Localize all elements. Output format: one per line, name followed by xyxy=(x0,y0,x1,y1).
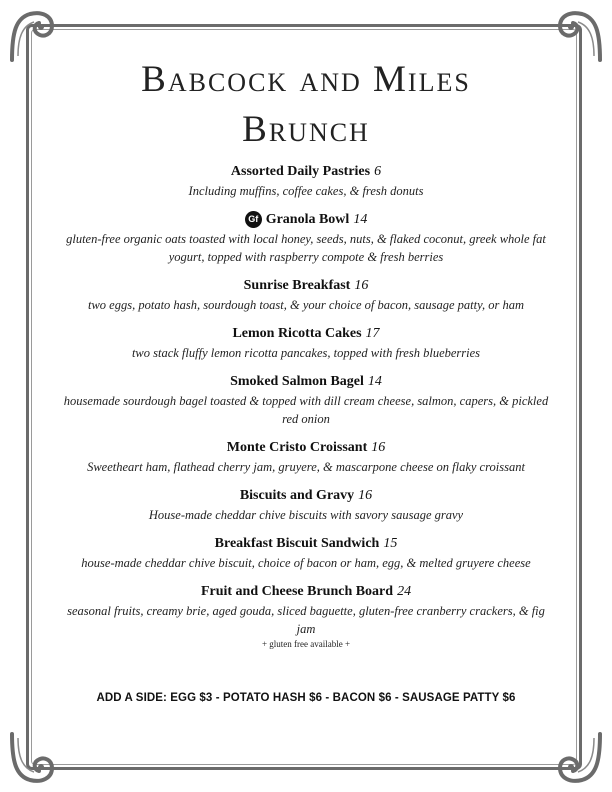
gluten-free-icon: Gf xyxy=(245,211,262,228)
item-name: Smoked Salmon Bagel xyxy=(230,374,364,389)
item-name: Lemon Ricotta Cakes xyxy=(232,326,362,341)
item-name: Sunrise Breakfast xyxy=(243,278,351,293)
menu-item xyxy=(60,210,552,266)
item-description: House-made cheddar chive biscuits with savory sausage gravy xyxy=(148,508,464,522)
ornament-corner-icon xyxy=(8,730,64,786)
item-description: seasonal fruits, creamy brie, aged gouda, sliced baguette, gluten-free cranberry crackers, & fig jam xyxy=(67,604,545,636)
item-heading xyxy=(60,372,552,392)
item-heading xyxy=(60,276,552,296)
item-name: Granola Bowl xyxy=(265,212,350,227)
item-description: two stack fluffy lemon ricotta pancakes, topped with fresh blueberries xyxy=(131,346,481,360)
item-description: Including muffins, coffee cakes, & fresh donuts xyxy=(188,184,424,198)
menu-item xyxy=(60,276,552,314)
item-heading xyxy=(60,210,552,230)
item-description: house-made cheddar chive biscuit, choice of bacon or ham, egg, & melted gruyere cheese xyxy=(81,556,531,570)
item-heading xyxy=(60,534,552,554)
menu-subtitle: Brunch xyxy=(242,109,370,150)
item-heading xyxy=(60,438,552,458)
item-price: 24 xyxy=(397,584,412,599)
ornament-corner-icon xyxy=(8,8,64,64)
menu-item xyxy=(60,486,552,524)
item-price: 16 xyxy=(358,488,373,503)
item-price: 15 xyxy=(383,536,398,551)
item-price: 6 xyxy=(374,164,382,179)
ornament-corner-icon xyxy=(548,730,604,786)
item-price: 17 xyxy=(365,326,380,341)
item-description: two eggs, potato hash, sourdough toast, & your choice of bacon, sausage patty, or ham xyxy=(88,298,524,312)
item-description: housemade sourdough bagel toasted & topped with dill cream cheese, salmon, capers, & pickled red onion xyxy=(63,394,549,426)
item-name: Breakfast Biscuit Sandwich xyxy=(214,536,380,551)
item-heading xyxy=(60,486,552,506)
add-a-side-line: ADD A SIDE: EGG $3 - POTATO HASH $6 - BACON $6 - SAUSAGE PATTY $6 xyxy=(96,692,516,704)
menu-item xyxy=(60,162,552,200)
menu-list xyxy=(60,162,552,659)
menu-item xyxy=(60,582,552,649)
item-price: 16 xyxy=(354,278,369,293)
ornament-corner-icon xyxy=(548,8,604,64)
menu-item xyxy=(60,372,552,428)
item-price: 14 xyxy=(353,212,368,227)
item-description: gluten-free organic oats toasted with local honey, seeds, nuts, & flaked coconut, greek whole fat yogurt, topped with raspberry compote & fresh berries xyxy=(66,232,546,264)
menu-item xyxy=(60,534,552,572)
gluten-free-note: + gluten free available + xyxy=(261,639,351,649)
item-description: Sweetheart ham, flathead cherry jam, gruyere, & mascarpone cheese on flaky croissant xyxy=(87,460,525,474)
item-name: Monte Cristo Croissant xyxy=(226,440,368,455)
item-heading xyxy=(60,324,552,344)
item-price: 14 xyxy=(367,374,382,389)
menu-item xyxy=(60,438,552,476)
menu-title: Babcock and Miles xyxy=(141,59,471,100)
menu-item xyxy=(60,324,552,362)
item-name: Fruit and Cheese Brunch Board xyxy=(200,584,394,599)
item-price: 16 xyxy=(371,440,386,455)
item-name: Biscuits and Gravy xyxy=(239,488,355,503)
item-heading xyxy=(60,162,552,182)
item-name: Assorted Daily Pastries xyxy=(230,164,371,179)
item-heading xyxy=(60,582,552,602)
